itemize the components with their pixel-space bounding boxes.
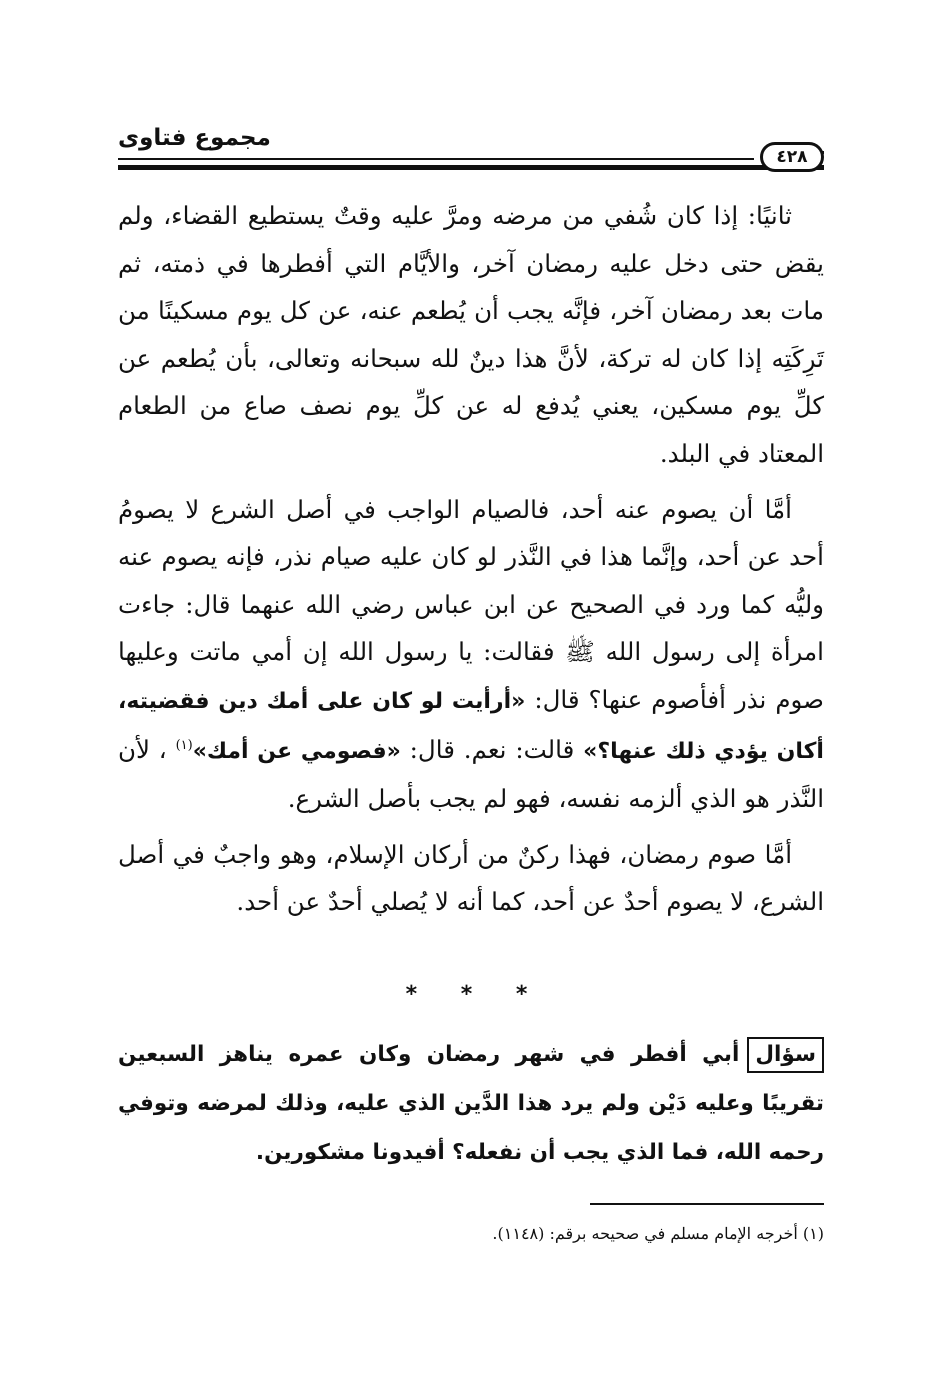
footnote: (١) أخرجه الإمام مسلم في صحيحه برقم: (١١٤٨). bbox=[492, 1224, 824, 1243]
paragraph-2-part-a: أمَّا أن يصوم عنه أحد، فالصيام الواجب في أصل الشرع لا يصومُ أحد عن أحد، وإنَّما هذا في النَّذر لو كان عليه صيام نذر، فإنه يصوم عنه وليُّه كما ورد في الصحيح عن ابن عباس رضي الله عنهما قال: جاءت امرأة إلى رسول الله ﷺ فقالت: يا رسول الله إن أمي ماتت وعليها صوم نذر أفأصوم عنها؟ قال: bbox=[118, 494, 824, 714]
footnote-marker[interactable]: (١) bbox=[175, 737, 193, 753]
page-number: ٤٢٨ bbox=[760, 142, 824, 172]
paragraph-1: ثانيًا: إذا كان شُفي من مرضه ومرَّ عليه وقتٌ يستطيع القضاء، ولم يقض حتى دخل عليه رمضان آخر، والأيَّام التي أفطرها في ذمته، ثم مات بعد رمضان آخر، فإنَّه يجب أن يُطعم عنه، عن كل يوم مسكينًا من تَرِكَتِه إذا كان له تركة، لأنَّ هذا دينٌ لله سبحانه وتعالى، بأن يُطعم عن كلِّ يوم مسكين، يعني يُدفع له عن كلِّ يوم نصف صاع من الطعام المعتاد في البلد. bbox=[118, 201, 824, 468]
hadith-quote-1: «أرأيت لو كان على أمك دين فقضيته، أكان يؤدي ذلك عنها؟» bbox=[118, 688, 824, 764]
paragraph-2-part-c: ، لأن النَّذر هو الذي ألزمه نفسه، فهو لم يجب بأصل الشرع. bbox=[118, 734, 824, 814]
footnote-divider bbox=[590, 1203, 824, 1205]
section-separator: * * * bbox=[405, 982, 546, 1007]
header-rule-thick bbox=[118, 165, 824, 170]
page-header bbox=[118, 125, 824, 181]
header-rule-thin bbox=[118, 158, 754, 160]
question-label: سؤال bbox=[747, 1037, 824, 1073]
main-text bbox=[118, 192, 824, 926]
book-title: مجموع فتاوى bbox=[118, 125, 271, 151]
question-text: أبي أفطر في شهر رمضان وكان عمره يناهز السبعين تقريبًا وعليه دَيْن ولم يرد هذا الدَّين الذي عليه، وذلك لمرضه وتوفي رحمه الله، فما الذي يجب أن نفعله؟ أفيدونا مشكورين. bbox=[118, 1042, 824, 1165]
paragraph-3: أمَّا صوم رمضان، فهذا ركنٌ من أركان الإسلام، وهو واجبٌ في أصل الشرع، لا يصوم أحدٌ عن أحد، كما أنه لا يُصلي أحدٌ عن أحد. bbox=[118, 839, 824, 917]
question-block bbox=[118, 1030, 824, 1177]
paragraph-2-part-b: قالت: نعم. قال: bbox=[409, 734, 575, 764]
paragraph-2 bbox=[118, 486, 824, 823]
hadith-quote-2: «فصومي عن أمك» bbox=[192, 738, 401, 764]
